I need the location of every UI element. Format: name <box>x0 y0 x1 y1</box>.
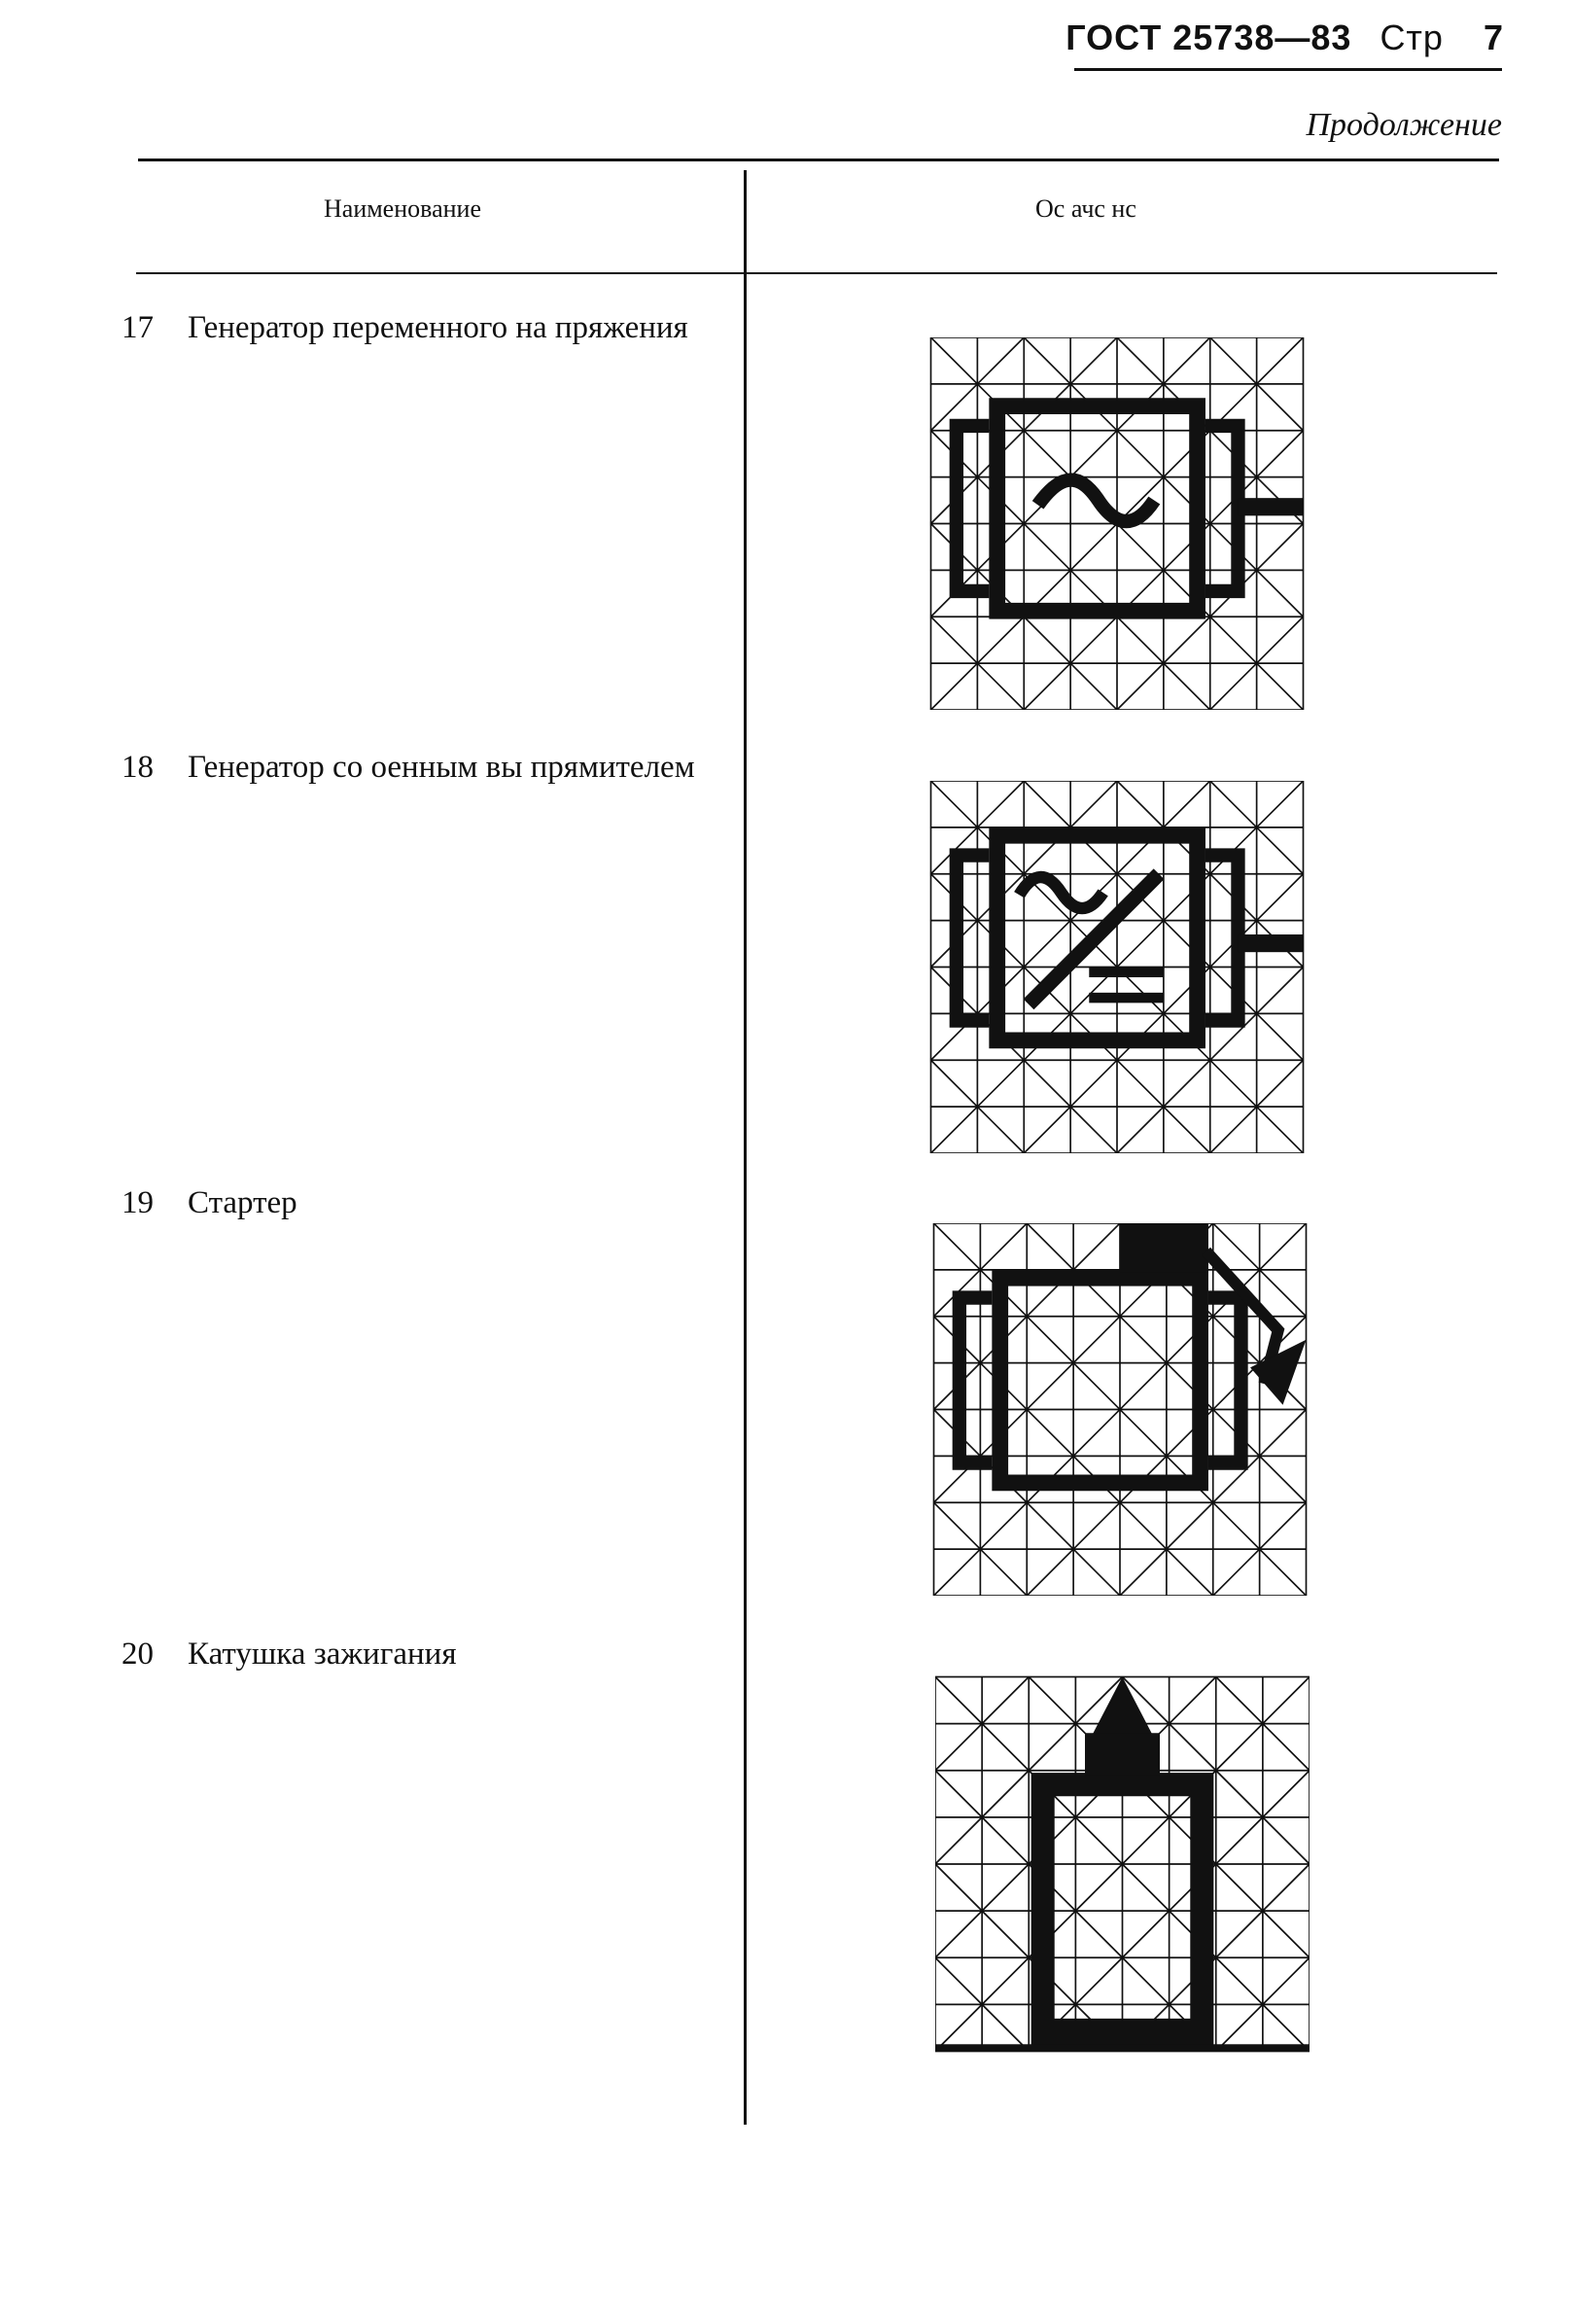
table-row <box>122 309 700 346</box>
alternator-icon-svg <box>928 337 1306 710</box>
alternator-rectifier-icon <box>928 781 1306 1153</box>
row-number: 17 <box>122 310 154 345</box>
ignition-coil-icon-svg <box>935 1674 1310 2054</box>
continuation-label: Продолжение <box>1306 107 1502 143</box>
header-underline <box>1074 68 1502 71</box>
table-row <box>122 1636 700 1673</box>
page-number: 7 <box>1483 18 1504 57</box>
starter-icon <box>931 1223 1309 1596</box>
standard-number: ГОСТ 25738—83 <box>1065 18 1352 57</box>
alternator-icon <box>928 337 1306 710</box>
alternator-rectifier-icon-svg <box>928 781 1306 1153</box>
table-header-rule <box>136 272 1497 274</box>
column-header-name: Наименование <box>324 194 481 223</box>
row-number: 19 <box>122 1185 154 1220</box>
table-row <box>122 1184 700 1221</box>
row-number: 20 <box>122 1637 154 1672</box>
page-label: Стр <box>1380 18 1444 57</box>
row-number: 18 <box>122 750 154 785</box>
column-divider <box>744 170 747 2125</box>
ignition-coil-icon <box>935 1674 1310 2054</box>
row-name: Катушка зажигания <box>188 1637 457 1672</box>
row-name: Генератор переменного на пряжения <box>188 310 688 345</box>
table-top-rule <box>138 158 1499 161</box>
row-name: Генератор со оенным вы прямителем <box>188 750 695 785</box>
starter-icon-svg <box>931 1223 1309 1596</box>
row-name: Стартер <box>188 1185 297 1220</box>
page-header <box>1065 18 1504 58</box>
column-header-symbol: Ос ачс нс <box>1035 194 1136 223</box>
table-row <box>122 749 700 786</box>
